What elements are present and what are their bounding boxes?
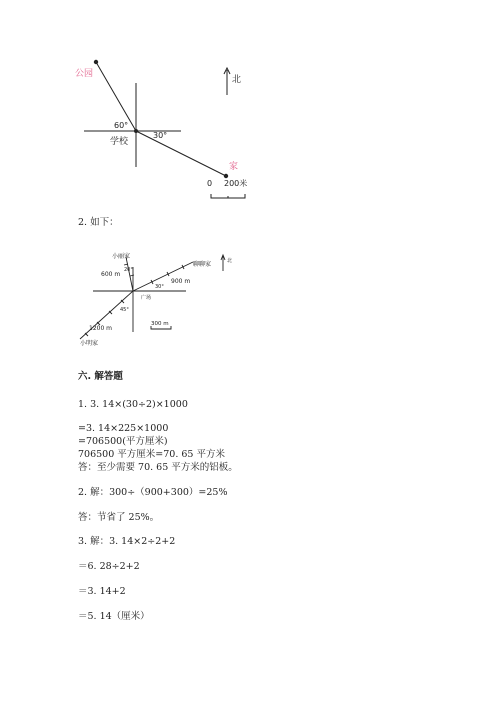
angle-30-label: 30° — [153, 131, 168, 140]
solution-line: ＝3. 14+2 — [78, 586, 126, 597]
angle-60-label: 60° — [114, 121, 129, 130]
map-north-label: 北 — [227, 258, 233, 264]
section-6-heading: 六. 解答题 — [78, 371, 123, 382]
solution-line: 706500 平方厘米=70. 65 平方米 — [78, 449, 225, 460]
solution-line: 答：节省了 25%。 — [78, 512, 160, 523]
park-label: 公园 — [75, 69, 94, 79]
distance-900-label: 900 m — [171, 278, 191, 285]
square-label: 广场 — [141, 295, 152, 301]
solution-line: ＝5. 14（厘米） — [78, 611, 150, 622]
xiaoming-home-label: 小明家 — [80, 340, 99, 347]
solution-line: =706500(平方厘米) — [78, 436, 168, 447]
distance-600-label: 600 m — [101, 271, 121, 278]
map-scale-label: 300 m — [151, 321, 169, 327]
liuliu-home-label: 聊聊家 — [193, 261, 212, 268]
school-label: 学校 — [110, 137, 129, 147]
angle-30-label-map: 30° — [155, 284, 164, 290]
solution-line: 3. 解：3. 14×2÷2+2 — [78, 536, 176, 547]
home-label: 家 — [229, 162, 239, 172]
angle-45-label: 45° — [120, 307, 129, 313]
solution-line: 2. 解：300÷（900+300）=25% — [78, 487, 228, 498]
north-label: 北 — [232, 75, 242, 85]
angle-20-label: 20° — [124, 267, 133, 273]
scale-label: 200米 — [224, 179, 248, 188]
xiaoli-home-label: 小丽家 — [112, 253, 131, 260]
solution-line: =3. 14×225×1000 — [78, 423, 169, 434]
item-2-label: 2. 如下： — [78, 217, 119, 228]
distance-1200-label: 1200 m — [89, 325, 113, 332]
solution-line: 答：至少需要 70. 65 平方米的铝板。 — [78, 462, 238, 473]
solution-line: 1. 3. 14×(30÷2)×1000 — [78, 399, 188, 410]
line-to-xiaoli — [126, 257, 133, 291]
scale-zero-label: 0 — [207, 179, 213, 188]
solution-line: ＝6. 28÷2+2 — [78, 561, 140, 572]
